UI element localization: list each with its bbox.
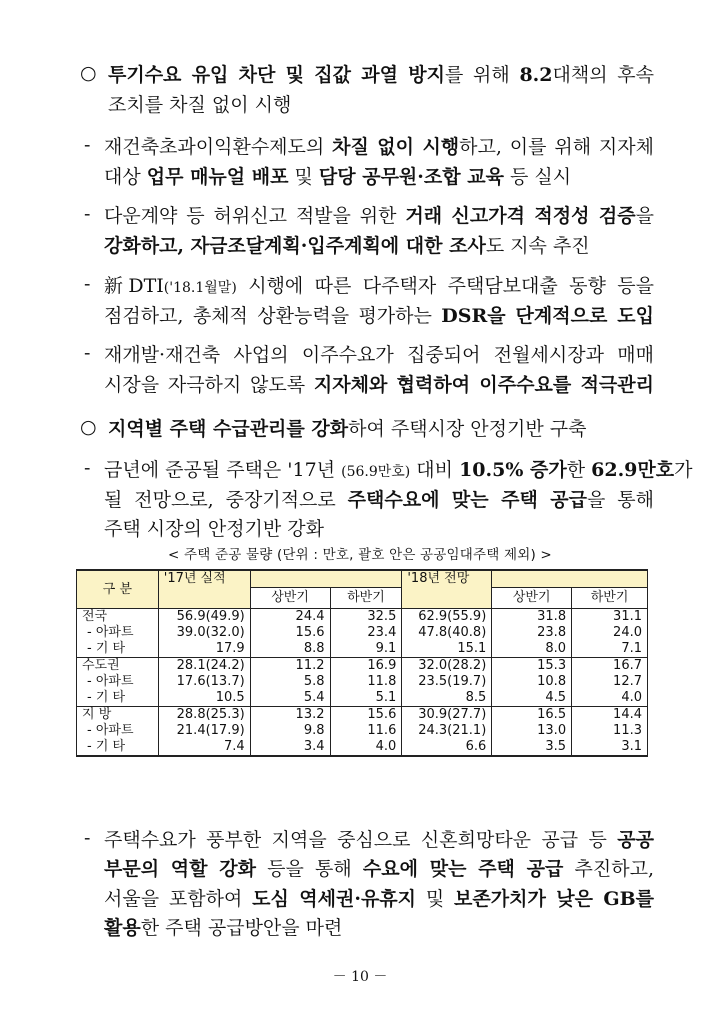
table-row <box>77 641 648 658</box>
dash-bullet: - <box>84 827 91 849</box>
text: 新DTI <box>104 275 164 297</box>
bold-text: 지역별 주택 수급관리를 강화 <box>108 418 349 440</box>
table-cell: 39.0(32.0) <box>158 625 250 641</box>
circle-bullet: ○ <box>80 416 97 438</box>
text: 다운계약 등 허위신고 적발을 위한 <box>104 205 406 227</box>
bold-text: 8.2 <box>519 64 553 86</box>
row-label: - 아파트 <box>77 625 159 641</box>
text: 추진하고, <box>563 858 654 880</box>
header-gubun: 구 분 <box>77 570 159 609</box>
table-row <box>77 690 648 707</box>
table-cell: 3.5 <box>492 739 572 756</box>
paragraph-line <box>104 827 654 853</box>
text: 점검하고, 총체적 상환능력을 평가하는 <box>104 305 442 327</box>
paragraph-line <box>104 303 654 329</box>
text: 주택수요가 풍부한 지역을 중심으로 신혼희망타운 공급 등 <box>104 829 618 851</box>
page-number: － 10 － <box>332 969 388 985</box>
text: 및 <box>416 888 455 910</box>
row-label: 지 방 <box>77 707 159 724</box>
table-cell: 23.5(19.7) <box>402 674 492 690</box>
table-cell: 14.4 <box>572 707 648 724</box>
bold-text: 부문의 역할 강화 <box>104 858 256 880</box>
paragraph-line <box>104 273 654 301</box>
paragraph-line <box>104 487 654 513</box>
row-label: 수도권 <box>77 658 159 675</box>
table-cell: 15.1 <box>402 641 492 658</box>
bold-text: 업무 매뉴얼 배포 <box>146 166 289 188</box>
bold-text: 차질 없이 시행 <box>332 136 460 158</box>
table-cell: 4.0 <box>572 690 648 707</box>
bold-text: 거래 신고가격 적정성 검증 <box>405 205 636 227</box>
table-cell: 5.8 <box>250 674 330 690</box>
header-2017: '17년 실적 <box>158 570 250 588</box>
paragraph-line <box>104 134 654 160</box>
header-2018-total <box>402 588 492 609</box>
header-2017-h2: 하반기 <box>330 588 402 609</box>
table-cell: 56.9(49.9) <box>158 609 250 626</box>
table-caption: < 주택 준공 물량 (단위 : 만호, 괄호 안은 공공임대주택 제외) > <box>168 547 552 563</box>
bold-text: DSR을 단계적으로 도입 <box>441 305 654 327</box>
row-label: - 아파트 <box>77 723 159 739</box>
table-cell: 24.4 <box>250 609 330 626</box>
dash-bullet: - <box>84 457 91 479</box>
paragraph-line <box>104 203 654 229</box>
table-cell: 32.0(28.2) <box>402 658 492 675</box>
bold-text: 활용 <box>104 917 141 939</box>
table-cell: 8.5 <box>402 690 492 707</box>
table-cell: 4.0 <box>330 739 402 756</box>
paragraph-line: 주택 시장의 안정기반 강화 <box>104 518 325 540</box>
bold-text: 62.9만호 <box>591 459 675 481</box>
circle-bullet: ○ <box>80 62 97 84</box>
text: 및 <box>288 166 319 188</box>
table-cell: 16.7 <box>572 658 648 675</box>
bold-text: 담당 공무원·조합 교육 <box>318 166 504 188</box>
header-2017-spacer <box>250 570 330 588</box>
table-cell: 31.1 <box>572 609 648 626</box>
row-label: - 기 타 <box>77 739 159 756</box>
table-row <box>77 658 648 675</box>
table-cell: 24.0 <box>572 625 648 641</box>
table-cell: 31.8 <box>492 609 572 626</box>
table-cell: 15.6 <box>330 707 402 724</box>
dash-bullet: - <box>84 273 91 295</box>
text: 될 전망으로, 중장기적으로 <box>104 489 348 511</box>
table-row <box>77 723 648 739</box>
paragraph-line: 조치를 차질 없이 시행 <box>108 94 292 116</box>
bold-text: 10.5% 증가 <box>459 459 567 481</box>
text: 등 실시 <box>503 166 572 188</box>
paragraph-line <box>104 457 693 485</box>
table-cell: 47.8(40.8) <box>402 625 492 641</box>
bold-text: 투기수요 유입 차단 및 집값 과열 방지 <box>108 64 445 86</box>
text: 서울을 포함하여 <box>104 888 253 910</box>
text: 등을 통해 <box>255 858 363 880</box>
table-cell: 17.6(13.7) <box>158 674 250 690</box>
bold-text: 공공 <box>617 829 654 851</box>
text: 대책의 후속 <box>552 64 654 86</box>
table-cell: 32.5 <box>330 609 402 626</box>
table-cell: 11.2 <box>250 658 330 675</box>
table-cell: 13.2 <box>250 707 330 724</box>
table-cell: 10.8 <box>492 674 572 690</box>
text: 하여 주택시장 안정기반 구축 <box>348 418 587 440</box>
paragraph-line <box>104 164 571 190</box>
table-cell: 8.0 <box>492 641 572 658</box>
table-cell: 7.1 <box>572 641 648 658</box>
text: 하고, 이를 위해 지자체 <box>459 136 654 158</box>
text: 을 <box>635 205 654 227</box>
table-cell: 15.3 <box>492 658 572 675</box>
dash-bullet: - <box>84 342 91 364</box>
table-cell: 21.4(17.9) <box>158 723 250 739</box>
table-cell: 12.7 <box>572 674 648 690</box>
bold-text: 도심 역세권·유휴지 <box>252 888 417 910</box>
table-cell: 11.3 <box>572 723 648 739</box>
small-text: (56.9만호) <box>341 464 411 480</box>
table-cell: 11.8 <box>330 674 402 690</box>
table-cell: 23.4 <box>330 625 402 641</box>
text: 가 <box>674 459 693 481</box>
table-row <box>77 609 648 626</box>
table-cell: 16.9 <box>330 658 402 675</box>
text: 금년에 준공될 주택은 '17년 <box>104 459 342 481</box>
header-2018: '18년 전망 <box>402 570 492 588</box>
header-2018-spacer <box>492 570 572 588</box>
table-cell: 10.5 <box>158 690 250 707</box>
table-cell: 7.4 <box>158 739 250 756</box>
paragraph-line <box>104 372 654 398</box>
table-cell: 28.8(25.3) <box>158 707 250 724</box>
text: 의 <box>305 136 333 158</box>
table-cell: 6.6 <box>402 739 492 756</box>
table-cell: 24.3(21.1) <box>402 723 492 739</box>
table-cell: 5.4 <box>250 690 330 707</box>
text: 시행에 따른 다주택자 주택담보대출 동향 등을 <box>236 275 654 297</box>
table-row <box>77 674 648 690</box>
header-2018-h1: 상반기 <box>492 588 572 609</box>
table-cell: 9.8 <box>250 723 330 739</box>
paragraph-line <box>108 416 586 442</box>
table-cell: 15.6 <box>250 625 330 641</box>
housing-completion-table <box>76 569 648 757</box>
table-cell: 30.9(27.7) <box>402 707 492 724</box>
header-2017-h1: 상반기 <box>250 588 330 609</box>
paragraph-line <box>104 915 342 941</box>
table-cell: 5.1 <box>330 690 402 707</box>
header-2017-spacer <box>330 570 402 588</box>
header-2017-total <box>158 588 250 609</box>
bold-text: 수요에 맞는 주택 공급 <box>362 858 564 880</box>
text: 재건축초과이익환수제도 <box>104 136 306 158</box>
table-cell: 9.1 <box>330 641 402 658</box>
text: 한 주택 공급방안을 마련 <box>140 917 343 939</box>
table-row <box>77 739 648 756</box>
text: 을 통해 <box>587 489 654 511</box>
header-2018-h2: 하반기 <box>572 588 648 609</box>
row-label: - 아파트 <box>77 674 159 690</box>
text: 대비 <box>410 459 460 481</box>
bold-text: 지자체와 협력하여 이주수요를 적극관리 <box>313 374 654 396</box>
text: 시장을 자극하지 않도록 <box>104 374 314 396</box>
paragraph-line <box>104 856 654 882</box>
table-cell: 28.1(24.2) <box>158 658 250 675</box>
table-row <box>77 625 648 641</box>
text: 를 위해 <box>444 64 520 86</box>
dash-bullet: - <box>84 134 91 156</box>
table-cell: 62.9(55.9) <box>402 609 492 626</box>
paragraph-line: 재개발·재건축 사업의 이주수요가 집중되어 전월세시장과 매매 <box>104 344 654 366</box>
text: 도 지속 추진 <box>485 235 590 257</box>
row-label: - 기 타 <box>77 641 159 658</box>
small-text: ('18.1월말) <box>163 280 237 296</box>
row-label: 전국 <box>77 609 159 626</box>
bold-text: 보존가치가 낮은 GB를 <box>454 888 654 910</box>
bold-text: 강화하고, 자금조달계획·입주계획에 대한 조사 <box>104 235 486 257</box>
paragraph-line <box>108 62 654 88</box>
paragraph-line <box>104 233 590 259</box>
table-cell: 13.0 <box>492 723 572 739</box>
dash-bullet: - <box>84 203 91 225</box>
text: 한 <box>566 459 592 481</box>
table-cell: 17.9 <box>158 641 250 658</box>
table-cell: 4.5 <box>492 690 572 707</box>
table-row <box>77 707 648 724</box>
text: 대상 <box>104 166 147 188</box>
table-cell: 16.5 <box>492 707 572 724</box>
table-cell: 11.6 <box>330 723 402 739</box>
header-2018-spacer <box>572 570 648 588</box>
paragraph-line <box>104 886 654 912</box>
table-cell: 23.8 <box>492 625 572 641</box>
table-cell: 3.4 <box>250 739 330 756</box>
row-label: - 기 타 <box>77 690 159 707</box>
table-cell: 3.1 <box>572 739 648 756</box>
table-cell: 8.8 <box>250 641 330 658</box>
bold-text: 주택수요에 맞는 주택 공급 <box>347 489 588 511</box>
